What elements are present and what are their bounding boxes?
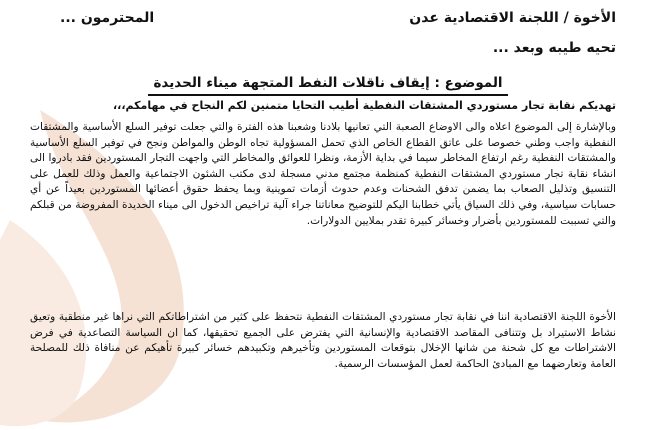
letter-header bbox=[60, 10, 616, 32]
paragraph-context: وبالإشارة إلى الموضوع اعلاه والى الاوضاع الصعبة التي تعانيها بلادنا وشعبنا هذه الفترة والتي جعلت توفير السلع الأساسية والمشتقات النفطية واجب وطني خصوصا على عاتق القطاع الخاص الذي تحمل المسؤولية تجاه الوطن والمواطن ونجح في توفير السلع الأساسية والمشتقات النفطية رغم ارتفاع المخاطر سيما في بداية الأزمة، ونظرا للعوائق والمخاطر التي واجهت التجار المستوردين فقد بادروا الى انشاء نقابة تجار مستوردي المشتقات النفطية كمنظمة مجتمع مدني مسجلة لدى مكتب الشئون الاجتماعية والعمل وذلك للعمل على التنسيق وتذليل الصعاب بما يضمن تدفق الشحنات وعدم حدوث أزمات تموينية وبما يحفظ حقوق أعضائها المستوردين بعيداً عن أي حسابات سياسية، وفي ذلك السياق يأتي خطابنا اليكم للتوضيح معاناتنا جراء آلية تراخيص الدخول الى ميناء الحديدة المفروضة من قبلكم والتي تسببت للمستوردين بأضرار وخسائر كبيرة تقدر بملايين الدولارات. bbox=[30, 121, 616, 227]
subject-text: الموضوع : إيقاف ناقلات النفط المتجهة ميناء الحديدة bbox=[153, 75, 503, 91]
subject-underline bbox=[148, 94, 508, 96]
honorific: المحترمون ... bbox=[60, 10, 155, 26]
greeting: تحيه طيبه وبعد ... bbox=[492, 40, 616, 56]
subject-line bbox=[0, 72, 656, 96]
paragraph-objections: الأخوة اللجنة الاقتصادية اننا في نقابة تجار مستوردي المشتقات النفطية نتحفظ على كثير من اشتراطاتكم التي نراها غير منطقية وتعيق نشاط الاستيراد بل وتتنافى المقاصد الاقتصادية والإنسانية التي يفترض على الجميع تحقيقها، كما ان السياسة التصاعدية في فرض الاشتراطات مع كل شحنة من شانها الإخلال بتوقعات المستوردين وتأخيرهم وتكبيدهم خسائر كبيرة تأهيكم عن منافاة ذلك للمصلحة العامة وتعارضهما مع المبادئ الحاكمة لعمل المؤسسات الرسمية. bbox=[30, 311, 616, 370]
addressee: الأخوة / اللجنة الاقتصادية عدن bbox=[409, 10, 616, 26]
paragraph-opening: تهديكم نقابة تجار مستوردي المشتقات النفطية أطيب التحايا متمنين لكم النجاح في مهامكم،،، bbox=[112, 99, 616, 112]
